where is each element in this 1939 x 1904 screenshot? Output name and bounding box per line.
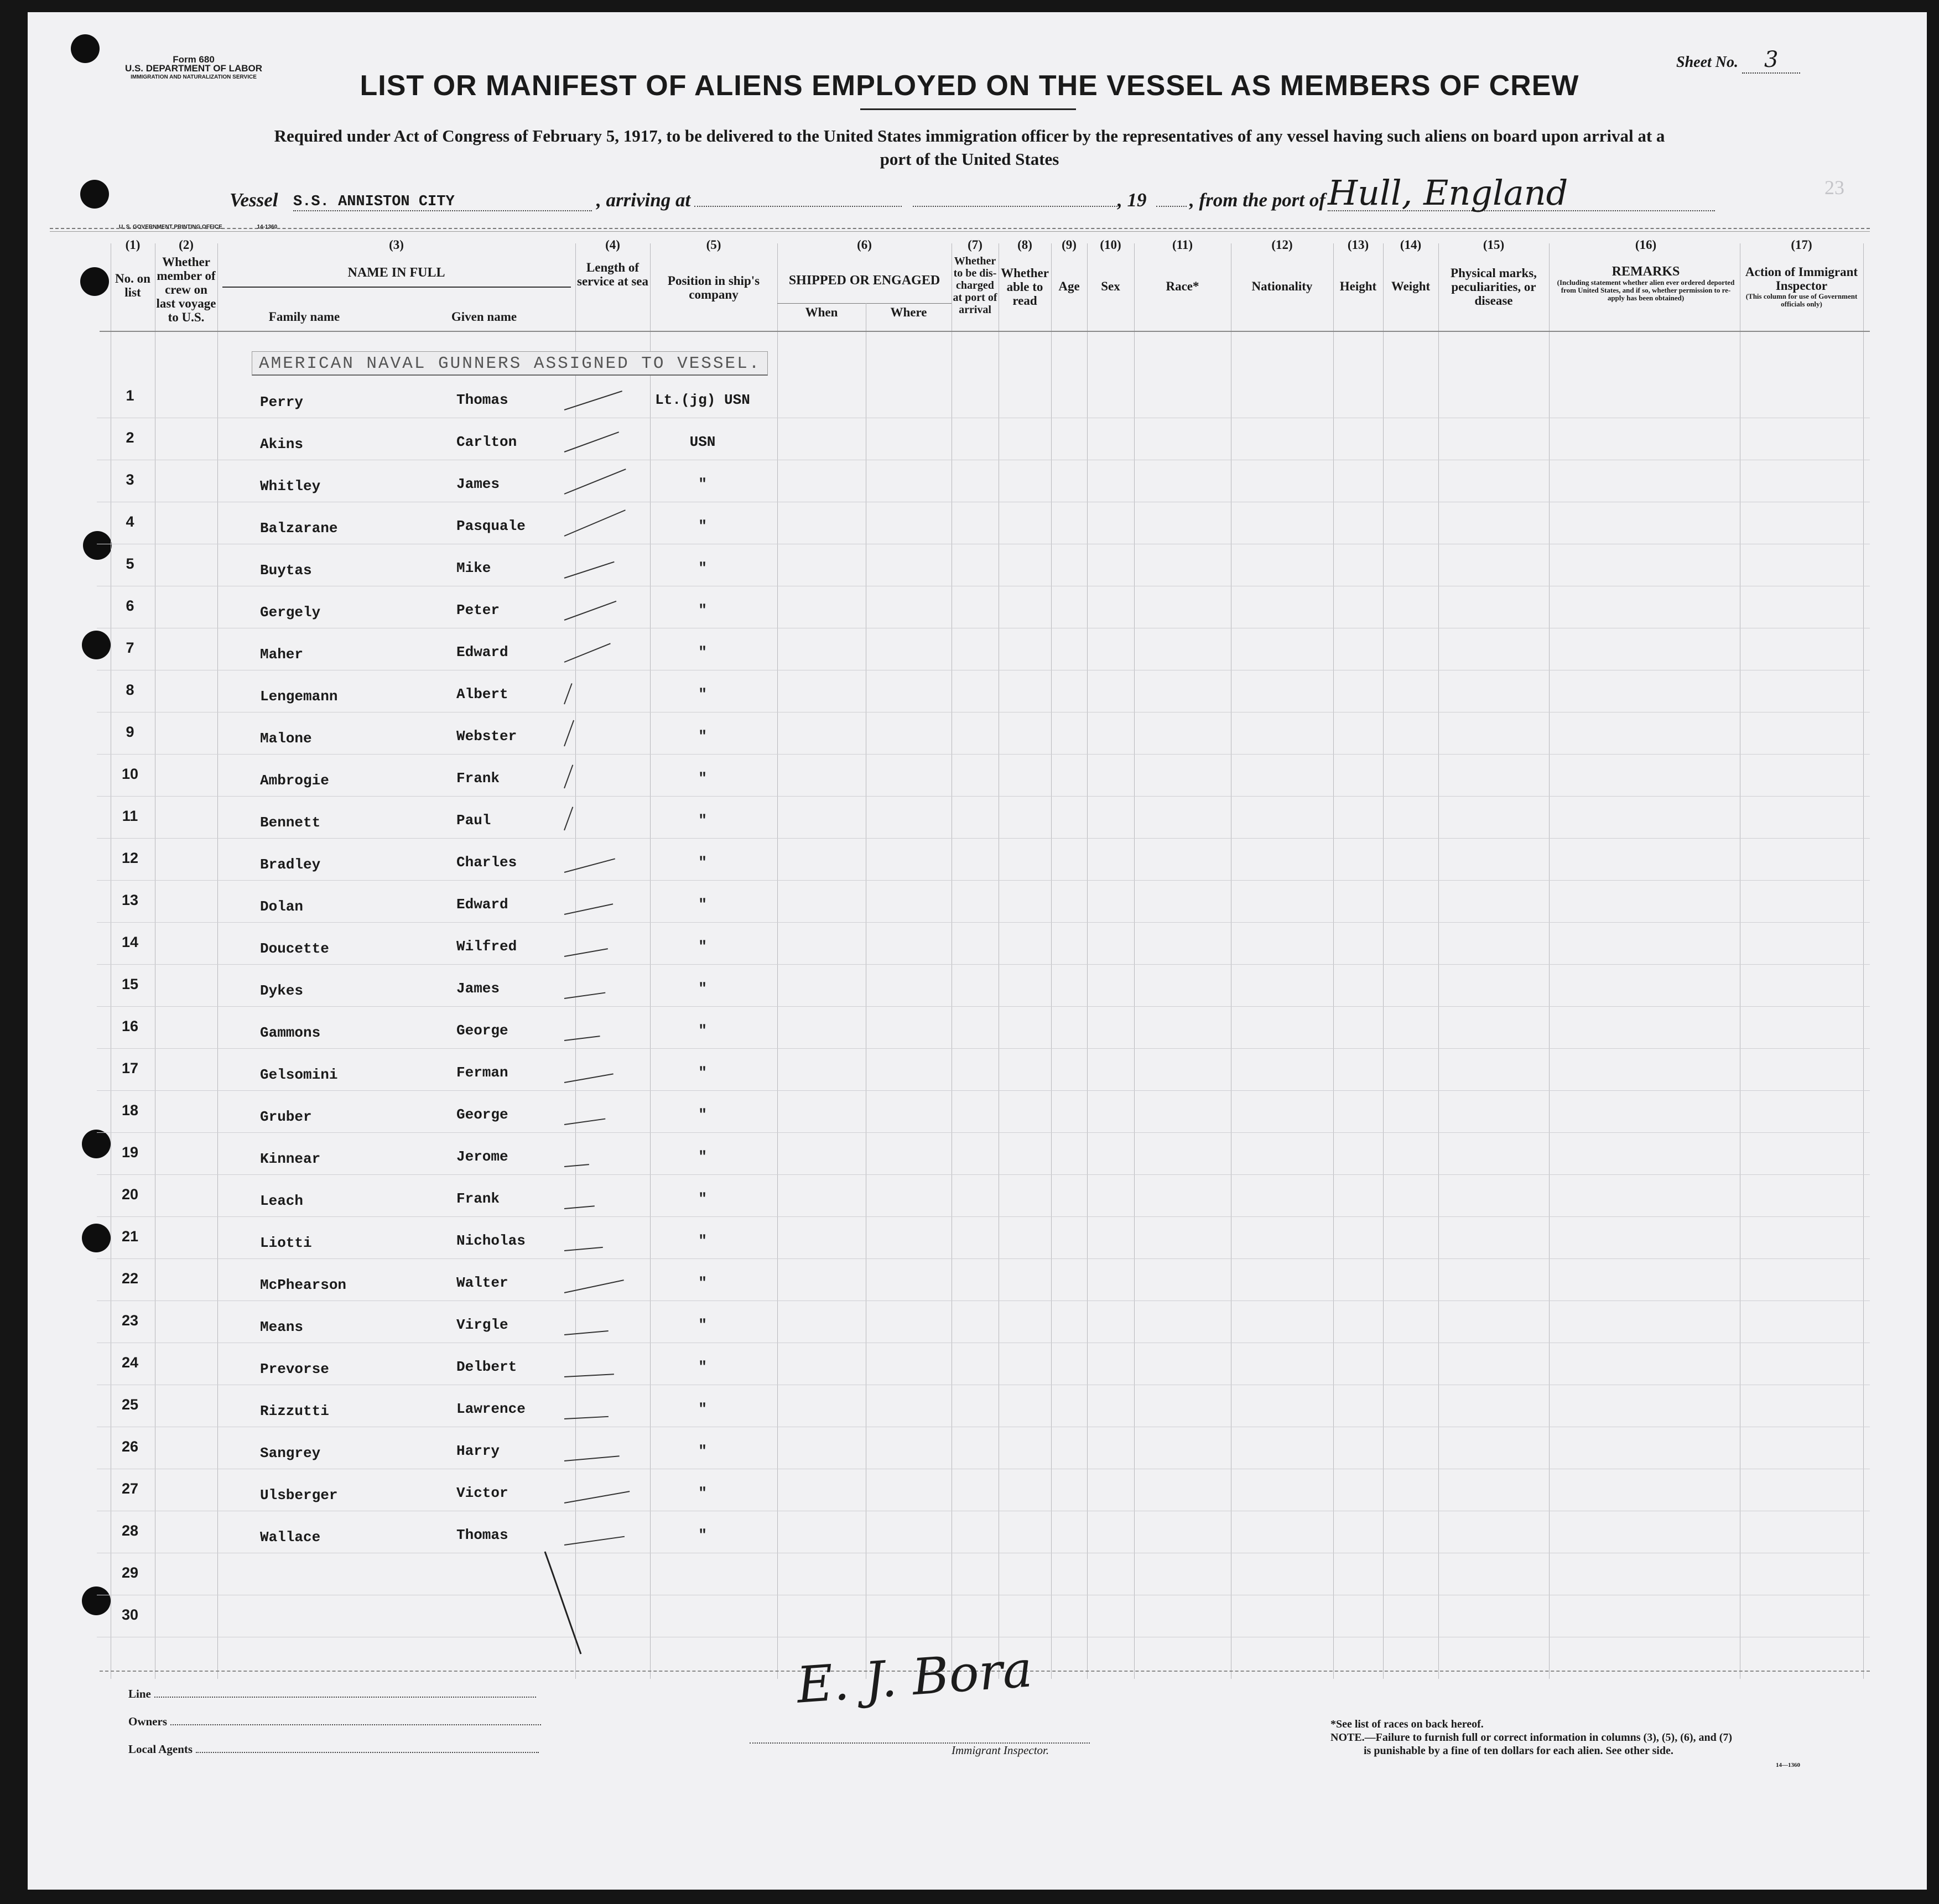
col-11-header: Race* [1166, 279, 1199, 293]
punch-hole [82, 1586, 111, 1615]
table-top-rule-2 [50, 231, 1870, 232]
family-name: Gruber [260, 1109, 312, 1125]
service-tick-mark [564, 469, 626, 495]
row-rule [97, 1090, 1870, 1091]
row-number: 28 [121, 1522, 139, 1539]
row-number: 26 [121, 1438, 139, 1455]
row-number: 21 [121, 1228, 139, 1245]
column-rule [217, 243, 218, 1679]
row-number: 29 [121, 1564, 139, 1581]
line-label: Line [128, 1687, 151, 1700]
subtitle-line-1: Required under Act of Congress of February 5, 1917, to be delivered to the United States immigration officer by the representatives of any vessel having such aliens on board upon arrival at a [274, 126, 1665, 145]
position-in-company: " [698, 644, 707, 660]
col-4-number: (4) [605, 238, 620, 252]
arriving-label: , arriving at [596, 189, 691, 211]
family-name: Gelsomini [260, 1067, 338, 1083]
column-rule [650, 243, 651, 1679]
position-in-company: " [698, 854, 707, 871]
position-in-company: " [698, 1190, 707, 1207]
punch-hole [82, 631, 111, 659]
given-name: Frank [456, 1190, 500, 1207]
col-10-header: Sex [1101, 279, 1120, 293]
title-underline [860, 108, 1076, 110]
position-in-company: " [698, 980, 707, 997]
row-rule [97, 1258, 1870, 1259]
form-code: 14—1360 [1776, 1762, 1800, 1768]
col-13-header: Height [1339, 279, 1377, 293]
row-number: 16 [121, 1018, 139, 1034]
given-name: James [456, 476, 500, 492]
service-name: IMMIGRATION AND NATURALIZATION SERVICE [131, 74, 257, 80]
inspector-signature: E. J. Bora [794, 1640, 1035, 1715]
row-number: 12 [121, 850, 139, 866]
row-number: 1 [126, 387, 134, 404]
family-name: Lengemann [260, 688, 338, 705]
given-name: Webster [456, 728, 517, 745]
row-number: 13 [121, 892, 139, 908]
col-2-header: Whether member of crew on last voyage to U.S. [156, 255, 216, 324]
penalty-note-1: NOTE.—Failure to furnish full or correct information in columns (3), (5), (6), and (7) [1330, 1731, 1733, 1744]
given-name: Carlton [456, 434, 517, 450]
sheet-label: Sheet No. [1676, 54, 1738, 71]
column-rule [777, 243, 778, 1679]
service-tick-mark [564, 431, 619, 452]
shipped-subrule [777, 303, 952, 304]
col-12-header: Nationality [1251, 279, 1313, 293]
col-3-family-header: Family name [268, 310, 340, 324]
given-name: Thomas [456, 1527, 508, 1543]
family-name: Akins [260, 436, 304, 452]
row-rule [97, 1300, 1870, 1301]
family-name: Bradley [260, 856, 321, 873]
row-rule [97, 1132, 1870, 1133]
row-number: 19 [121, 1144, 139, 1161]
position-in-company: " [698, 1317, 707, 1333]
service-tick-mark [564, 903, 613, 915]
service-tick-mark [564, 858, 615, 873]
col-2-number: (2) [179, 238, 194, 252]
given-name: Victor [456, 1485, 508, 1501]
col-12-number: (12) [1271, 238, 1293, 252]
service-tick-mark [564, 1205, 595, 1209]
column-rule [575, 243, 576, 1679]
family-name: Gergely [260, 604, 321, 621]
col-15-header: Physical marks, peculiarities, or disease [1451, 266, 1537, 308]
row-number: 4 [126, 513, 134, 530]
department-name: U.S. DEPARTMENT OF LABOR [124, 63, 263, 74]
position-in-company: " [698, 1064, 707, 1081]
col-9-number: (9) [1062, 238, 1077, 252]
given-name: Thomas [456, 392, 508, 408]
col-6-header: SHIPPED OR ENGAGED [788, 273, 940, 288]
col-7-number: (7) [968, 238, 983, 252]
col-6-when-header: When [805, 305, 838, 319]
given-name: Lawrence [456, 1401, 526, 1417]
col-9-header: Age [1058, 279, 1080, 293]
row-rule [97, 922, 1870, 923]
row-number: 20 [121, 1186, 139, 1203]
column-rule [1383, 243, 1384, 1679]
given-name: Peter [456, 602, 500, 618]
given-name: Wilfred [456, 938, 517, 955]
family-name: Malone [260, 730, 312, 747]
family-name: Doucette [260, 940, 329, 957]
punch-hole [71, 34, 100, 63]
given-name: Frank [456, 770, 500, 787]
family-name: Dolan [260, 898, 304, 915]
col-10-number: (10) [1100, 238, 1121, 252]
row-number: 11 [122, 808, 138, 824]
line-field[interactable] [154, 1697, 536, 1698]
col-17-header: Action of Immigrant Inspector [1745, 265, 1858, 293]
position-in-company: " [698, 518, 707, 534]
row-number: 2 [126, 429, 134, 446]
family-name: Prevorse [260, 1361, 329, 1377]
header-bottom-rule [100, 331, 1870, 332]
position-in-company: " [698, 1401, 707, 1417]
col-3-header: NAME IN FULL [347, 266, 445, 280]
row-number: 9 [126, 724, 134, 740]
col-3-number: (3) [389, 238, 404, 252]
col-1-number: (1) [125, 238, 141, 252]
row-number: 24 [121, 1354, 139, 1371]
given-name: Albert [456, 686, 508, 703]
table-top-rule [50, 228, 1870, 229]
service-tick-mark [564, 601, 617, 621]
col-5-header: Position in ship's company [667, 274, 760, 301]
given-name: Ferman [456, 1064, 508, 1081]
column-rule [1333, 243, 1334, 1679]
family-name: Sangrey [260, 1445, 321, 1461]
position-in-company: " [698, 770, 707, 787]
row-rule [97, 1216, 1870, 1217]
col-4-header: Length of service at sea [577, 261, 648, 288]
local-agents-field[interactable] [196, 1752, 539, 1753]
row-number: 17 [121, 1060, 139, 1076]
service-tick-mark [564, 1073, 614, 1083]
given-name: James [456, 980, 500, 997]
family-name: Dykes [260, 982, 304, 999]
col-3-given-header: Given name [451, 310, 517, 324]
family-name: Liotti [260, 1235, 312, 1251]
punch-hole [80, 180, 109, 209]
column-rule [1087, 243, 1088, 1679]
service-tick-mark [564, 1536, 625, 1546]
col-13-number: (13) [1347, 238, 1369, 252]
service-tick-mark [564, 1119, 606, 1125]
punch-hole [80, 267, 109, 296]
given-name: George [456, 1022, 508, 1039]
position-in-company: " [698, 1274, 707, 1291]
owners-label: Owners [128, 1715, 167, 1728]
row-number: 15 [121, 976, 139, 992]
row-rule [97, 838, 1870, 839]
page-title: LIST OR MANIFEST OF ALIENS EMPLOYED ON THE VESSEL AS MEMBERS OF CREW [360, 70, 1579, 102]
position-in-company: " [698, 602, 707, 618]
position-in-company: " [698, 1485, 707, 1501]
position-in-company: " [698, 938, 707, 955]
col-14-header: Weight [1391, 279, 1431, 293]
given-name: Mike [456, 560, 491, 576]
row-number: 30 [121, 1606, 139, 1623]
col-6-where-header: Where [890, 305, 927, 319]
given-name: Edward [456, 644, 508, 660]
service-tick-mark [564, 1491, 630, 1504]
row-number: 25 [121, 1396, 139, 1413]
col-11-number: (11) [1172, 238, 1193, 252]
col-1-header: No. on list [115, 272, 150, 299]
row-number: 23 [121, 1312, 139, 1329]
given-name: Virgle [456, 1317, 508, 1333]
service-tick-mark [564, 1374, 614, 1377]
print-code: 14-1360 [257, 224, 278, 230]
given-name: Nicholas [456, 1232, 526, 1249]
service-tick-mark [564, 1416, 609, 1419]
position-in-company: " [698, 476, 707, 492]
owners-field[interactable] [170, 1724, 541, 1725]
column-rule [1051, 243, 1052, 1679]
position-in-company: " [698, 1527, 707, 1543]
col-17-note: (This column for use of Government officials only) [1745, 292, 1858, 308]
row-number: 14 [121, 934, 139, 950]
family-name: Perry [260, 394, 304, 410]
row-rule [97, 796, 1870, 797]
year-field[interactable] [1156, 206, 1187, 207]
family-name: Ulsberger [260, 1487, 338, 1504]
column-rule [1549, 243, 1550, 1679]
given-name: Charles [456, 854, 517, 871]
given-name: Jerome [456, 1148, 508, 1165]
col-16-header: REMARKS [1611, 264, 1680, 279]
given-name: George [456, 1106, 508, 1123]
given-name: Pasquale [456, 518, 526, 534]
col-16-number: (16) [1635, 238, 1657, 252]
col-17-number: (17) [1791, 238, 1812, 252]
position-in-company: " [698, 1232, 707, 1249]
position-in-company: Lt.(jg) USN [655, 392, 750, 408]
scan-border-bottom [0, 1890, 1939, 1904]
stamp-header: AMERICAN NAVAL GUNNERS ASSIGNED TO VESSEL. [252, 351, 768, 376]
col-5-number: (5) [706, 238, 721, 252]
column-rule [1438, 243, 1439, 1679]
punch-hole [83, 531, 112, 560]
scan-border-right [1927, 0, 1939, 1904]
given-name: Walter [456, 1274, 508, 1291]
service-tick-mark [564, 807, 573, 830]
given-name: Harry [456, 1443, 500, 1459]
service-tick-mark [564, 683, 573, 704]
col-7-header: Whether to be dis-charged at port of arrival [953, 255, 997, 316]
service-tick-mark [564, 509, 626, 537]
service-tick-mark [564, 1279, 624, 1293]
position-in-company: " [698, 812, 707, 829]
col-14-number: (14) [1400, 238, 1422, 252]
row-rule [97, 1174, 1870, 1175]
races-note: *See list of races on back hereof. [1330, 1718, 1484, 1730]
family-name: Rizzutti [260, 1403, 329, 1419]
family-name: Means [260, 1319, 304, 1335]
row-number: 6 [126, 597, 134, 614]
row-number: 7 [126, 639, 134, 656]
family-name: Bennett [260, 814, 321, 831]
from-port-value: Hull, England [1328, 176, 1715, 211]
vessel-label: Vessel [230, 189, 278, 211]
col-8-header: Whether able to read [1001, 266, 1049, 308]
inspector-label: Immigrant Inspector. [952, 1744, 1049, 1757]
col-6-number: (6) [857, 238, 872, 252]
service-tick-mark [564, 1247, 603, 1251]
row-number: 8 [126, 682, 134, 698]
given-name: Paul [456, 812, 491, 829]
row-number: 22 [121, 1270, 139, 1287]
punch-hole [82, 1224, 111, 1252]
pen-stroke [542, 1549, 586, 1660]
family-name: Whitley [260, 478, 321, 495]
position-in-company: " [698, 728, 707, 745]
position-in-company: " [698, 686, 707, 703]
family-name: McPhearson [260, 1277, 347, 1293]
given-name: Delbert [456, 1359, 517, 1375]
scan-border-left [0, 0, 28, 1904]
service-tick-mark [564, 948, 608, 957]
col-15-number: (15) [1483, 238, 1505, 252]
row-number: 27 [121, 1480, 139, 1497]
family-name: Wallace [260, 1529, 321, 1546]
position-in-company: " [698, 1359, 707, 1375]
name-divider [222, 287, 571, 288]
family-name: Ambrogie [260, 772, 329, 789]
column-rule [1863, 243, 1864, 1679]
vessel-value: S.S. ANNISTON CITY [293, 194, 592, 211]
service-tick-mark [564, 720, 574, 747]
from-port-label: , from the port of [1189, 189, 1325, 211]
local-agents-label: Local Agents [128, 1742, 193, 1756]
position-in-company: " [698, 1106, 707, 1123]
year-label: , 19 [1117, 189, 1147, 211]
row-rule [97, 1048, 1870, 1049]
form-number: Form 680 [173, 54, 215, 65]
service-tick-mark [564, 391, 622, 410]
service-tick-mark [564, 561, 615, 579]
service-tick-mark [564, 992, 606, 999]
row-rule [97, 1006, 1870, 1007]
printing-office: U. S. GOVERNMENT PRINTING OFFICE [119, 224, 222, 230]
position-in-company: " [698, 560, 707, 576]
sheet-number: 3 [1742, 47, 1800, 74]
punch-hole [82, 1130, 111, 1158]
row-rule [97, 880, 1870, 881]
column-rule [1134, 243, 1135, 1679]
row-number: 10 [121, 766, 139, 782]
position-in-company: " [698, 1443, 707, 1459]
family-name: Leach [260, 1193, 304, 1209]
position-in-company: USN [689, 434, 716, 450]
scan-border-top [0, 0, 1939, 12]
row-rule [97, 964, 1870, 965]
position-in-company: " [698, 1148, 707, 1165]
service-tick-mark [564, 643, 611, 663]
arriving-field[interactable] [694, 206, 902, 207]
family-name: Balzarane [260, 520, 338, 537]
row-number: 18 [121, 1102, 139, 1119]
archive-stamp-number: 23 [1824, 176, 1844, 199]
given-name: Edward [456, 896, 508, 913]
arrival-date-field[interactable] [913, 206, 1117, 207]
row-rule [97, 754, 1870, 755]
col-8-number: (8) [1017, 238, 1032, 252]
position-in-company: " [698, 896, 707, 913]
row-number: 5 [126, 555, 134, 572]
subtitle-line-2: port of the United States [880, 149, 1059, 169]
service-tick-mark [564, 1455, 620, 1461]
family-name: Gammons [260, 1024, 321, 1041]
col-16-note: (Including statement whether alien ever ordered deported from United States, and if so, whether permission to re-apply has been obtained) [1557, 278, 1735, 302]
row-number: 3 [126, 471, 134, 488]
family-name: Maher [260, 646, 304, 663]
service-tick-mark [564, 764, 573, 788]
family-name: Kinnear [260, 1151, 321, 1167]
service-tick-mark [564, 1164, 589, 1167]
service-tick-mark [564, 1036, 600, 1041]
family-name: Buytas [260, 562, 312, 579]
service-tick-mark [564, 1330, 609, 1335]
position-in-company: " [698, 1022, 707, 1039]
penalty-note-2: is punishable by a fine of ten dollars for each alien. See other side. [1364, 1745, 1673, 1757]
